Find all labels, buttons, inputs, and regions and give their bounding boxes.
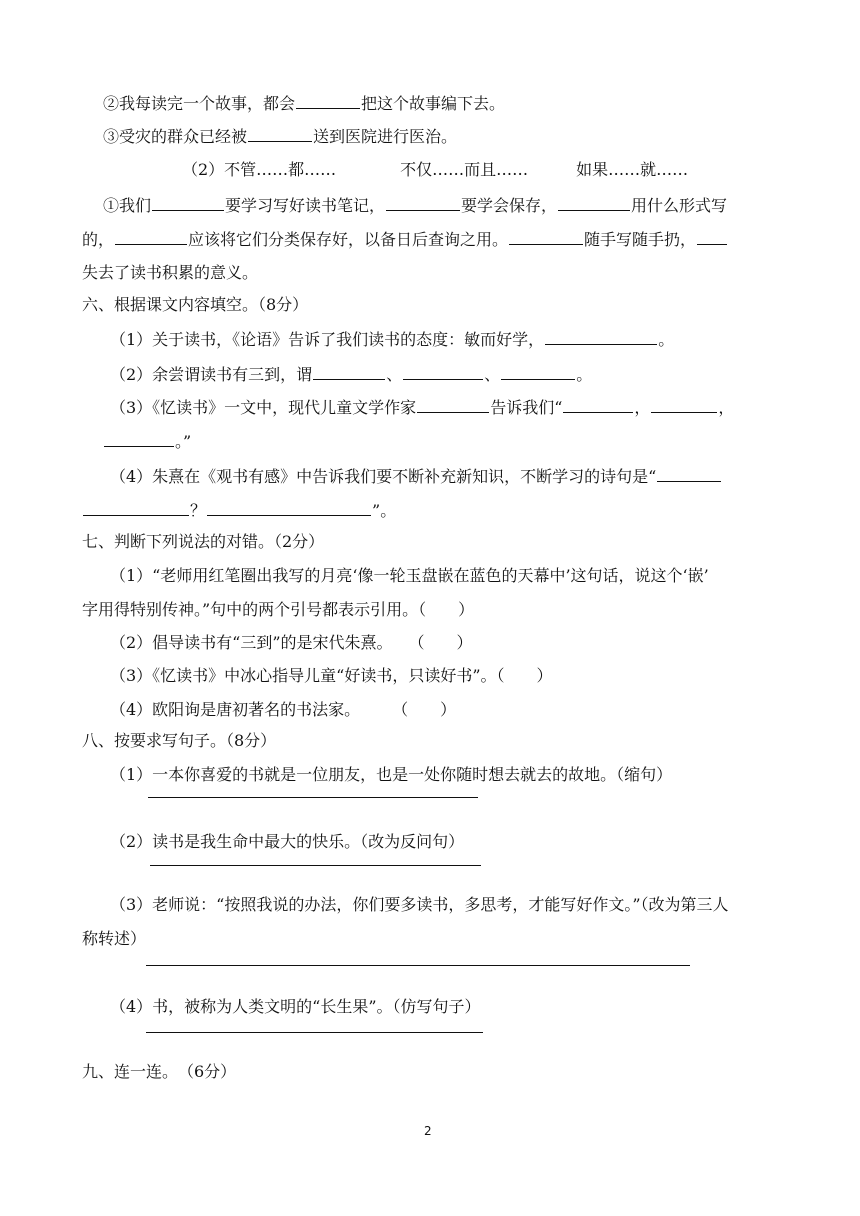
item-text: ？ bbox=[190, 501, 207, 520]
answer-blank[interactable] bbox=[563, 396, 633, 413]
item-text: ， bbox=[634, 398, 651, 417]
answer-blank[interactable] bbox=[83, 499, 189, 516]
answer-blank[interactable] bbox=[545, 328, 657, 345]
item-text: （2）余尝谓读书有三到，谓 bbox=[110, 365, 313, 384]
answer-blank[interactable] bbox=[115, 228, 187, 245]
para-text: 要学习写好读书笔记， bbox=[225, 196, 386, 215]
answer-blank[interactable] bbox=[651, 396, 717, 413]
s5-item-3 bbox=[103, 125, 457, 148]
answer-blank[interactable] bbox=[509, 228, 583, 245]
answer-line[interactable] bbox=[150, 865, 481, 866]
item-text: 告诉我们“ bbox=[490, 398, 563, 417]
answer-blank[interactable] bbox=[386, 194, 460, 211]
section-8-title: 八、按要求写句子。（8分） bbox=[82, 731, 277, 750]
answer-blank[interactable] bbox=[697, 228, 727, 245]
section-7-title: 七、判断下列说法的对错。（2分） bbox=[82, 532, 325, 551]
s5-para-line-1 bbox=[103, 194, 727, 217]
s8-item-2: （2）读书是我生命中最大的快乐。（改为反问句） bbox=[110, 832, 465, 851]
item-text: （1）关于读书，《论语》告诉了我们读书的态度：敏而好学， bbox=[110, 330, 545, 349]
s5-para-line-2 bbox=[82, 228, 728, 251]
answer-blank[interactable] bbox=[207, 499, 371, 516]
item-text: 、 bbox=[484, 365, 501, 384]
para-text: 的， bbox=[82, 230, 115, 249]
s7-item-1-cont: 字用得特别传神。”句中的两个引号都表示引用。（ ） bbox=[82, 600, 475, 619]
para-text: 随手写随手扔， bbox=[584, 230, 697, 249]
answer-blank[interactable] bbox=[152, 194, 224, 211]
answer-blank[interactable] bbox=[313, 363, 385, 380]
s6-item-1 bbox=[110, 328, 674, 351]
answer-blank[interactable] bbox=[104, 430, 174, 447]
s5-para-line-3: 失去了读书积累的意义。 bbox=[82, 263, 259, 282]
answer-blank[interactable] bbox=[657, 465, 721, 482]
item-text: ”。 bbox=[372, 501, 397, 520]
answer-blank[interactable] bbox=[403, 363, 483, 380]
s6-item-3 bbox=[110, 396, 734, 419]
s7-item-1: （1）“老师用红笔圈出我写的月亮‘像一轮玉盘嵌在蓝色的天幕中’这句话，说这个‘嵌’ bbox=[110, 566, 709, 585]
item-text: 。 bbox=[658, 330, 675, 349]
answer-blank[interactable] bbox=[501, 363, 575, 380]
s5-item-2-text: ②我每读完一个故事，都会 bbox=[103, 94, 296, 113]
item-text: （4）朱熹在《观书有感》中告诉我们要不断补充新知识，不断学习的诗句是“ bbox=[110, 467, 657, 486]
s8-item-3-cont: 称转述） bbox=[82, 929, 147, 948]
page-number: 2 bbox=[424, 1124, 432, 1138]
para-text: 用什么形式写 bbox=[631, 196, 728, 215]
item-text: （3）《忆读书》一文中，现代儿童文学作家 bbox=[110, 398, 417, 417]
para-text: ①我们 bbox=[103, 196, 152, 215]
answer-blank[interactable] bbox=[248, 125, 312, 142]
para-text: 要学会保存， bbox=[461, 196, 558, 215]
s5-options: （2）不管……都…… 不仅……而且…… 如果……就…… bbox=[182, 160, 689, 179]
answer-blank[interactable] bbox=[296, 92, 360, 109]
s8-item-4: （4）书，被称为人类文明的“长生果”。（仿写句子） bbox=[110, 997, 481, 1016]
answer-line[interactable] bbox=[146, 965, 690, 966]
s8-item-1: （1）一本你喜爱的书就是一位朋友，也是一处你随时想去就去的故地。（缩句） bbox=[110, 765, 673, 784]
item-text: 、 bbox=[386, 365, 403, 384]
s6-item-4 bbox=[110, 465, 722, 488]
s7-item-4: （4）欧阳询是唐初著名的书法家。 （ ） bbox=[110, 700, 457, 719]
s5-item-3-text: ③受灾的群众已经被 bbox=[103, 127, 248, 146]
s6-item-2 bbox=[110, 363, 592, 386]
answer-blank[interactable] bbox=[558, 194, 630, 211]
s8-item-3: （3）老师说：“按照我说的办法，你们要多读书，多思考，才能写好作文。”（改为第三人 bbox=[110, 895, 729, 914]
item-text: ， bbox=[718, 398, 735, 417]
answer-blank[interactable] bbox=[417, 396, 489, 413]
item-text: 。” bbox=[175, 432, 192, 451]
s6-item-4-cont bbox=[82, 499, 396, 522]
s7-item-3: （3）《忆读书》中冰心指导儿童“好读书，只读好书”。（ ） bbox=[110, 666, 553, 685]
s5-item-2-tail: 把这个故事编下去。 bbox=[361, 94, 506, 113]
s6-item-3-cont bbox=[103, 430, 191, 453]
answer-line[interactable] bbox=[146, 1032, 483, 1033]
s5-item-3-tail: 送到医院进行医治。 bbox=[313, 127, 458, 146]
answer-line[interactable] bbox=[148, 797, 478, 798]
item-text: 。 bbox=[576, 365, 593, 384]
section-6-title: 六、根据课文内容填空。（8分） bbox=[82, 295, 309, 314]
section-9-title: 九、连一连。 （6分） bbox=[82, 1062, 237, 1081]
s7-item-2: （2）倡导读书有“三到”的是宋代朱熹。 （ ） bbox=[110, 633, 473, 652]
s5-item-2 bbox=[103, 92, 505, 115]
para-text: 应该将它们分类保存好，以备日后查询之用。 bbox=[188, 230, 509, 249]
